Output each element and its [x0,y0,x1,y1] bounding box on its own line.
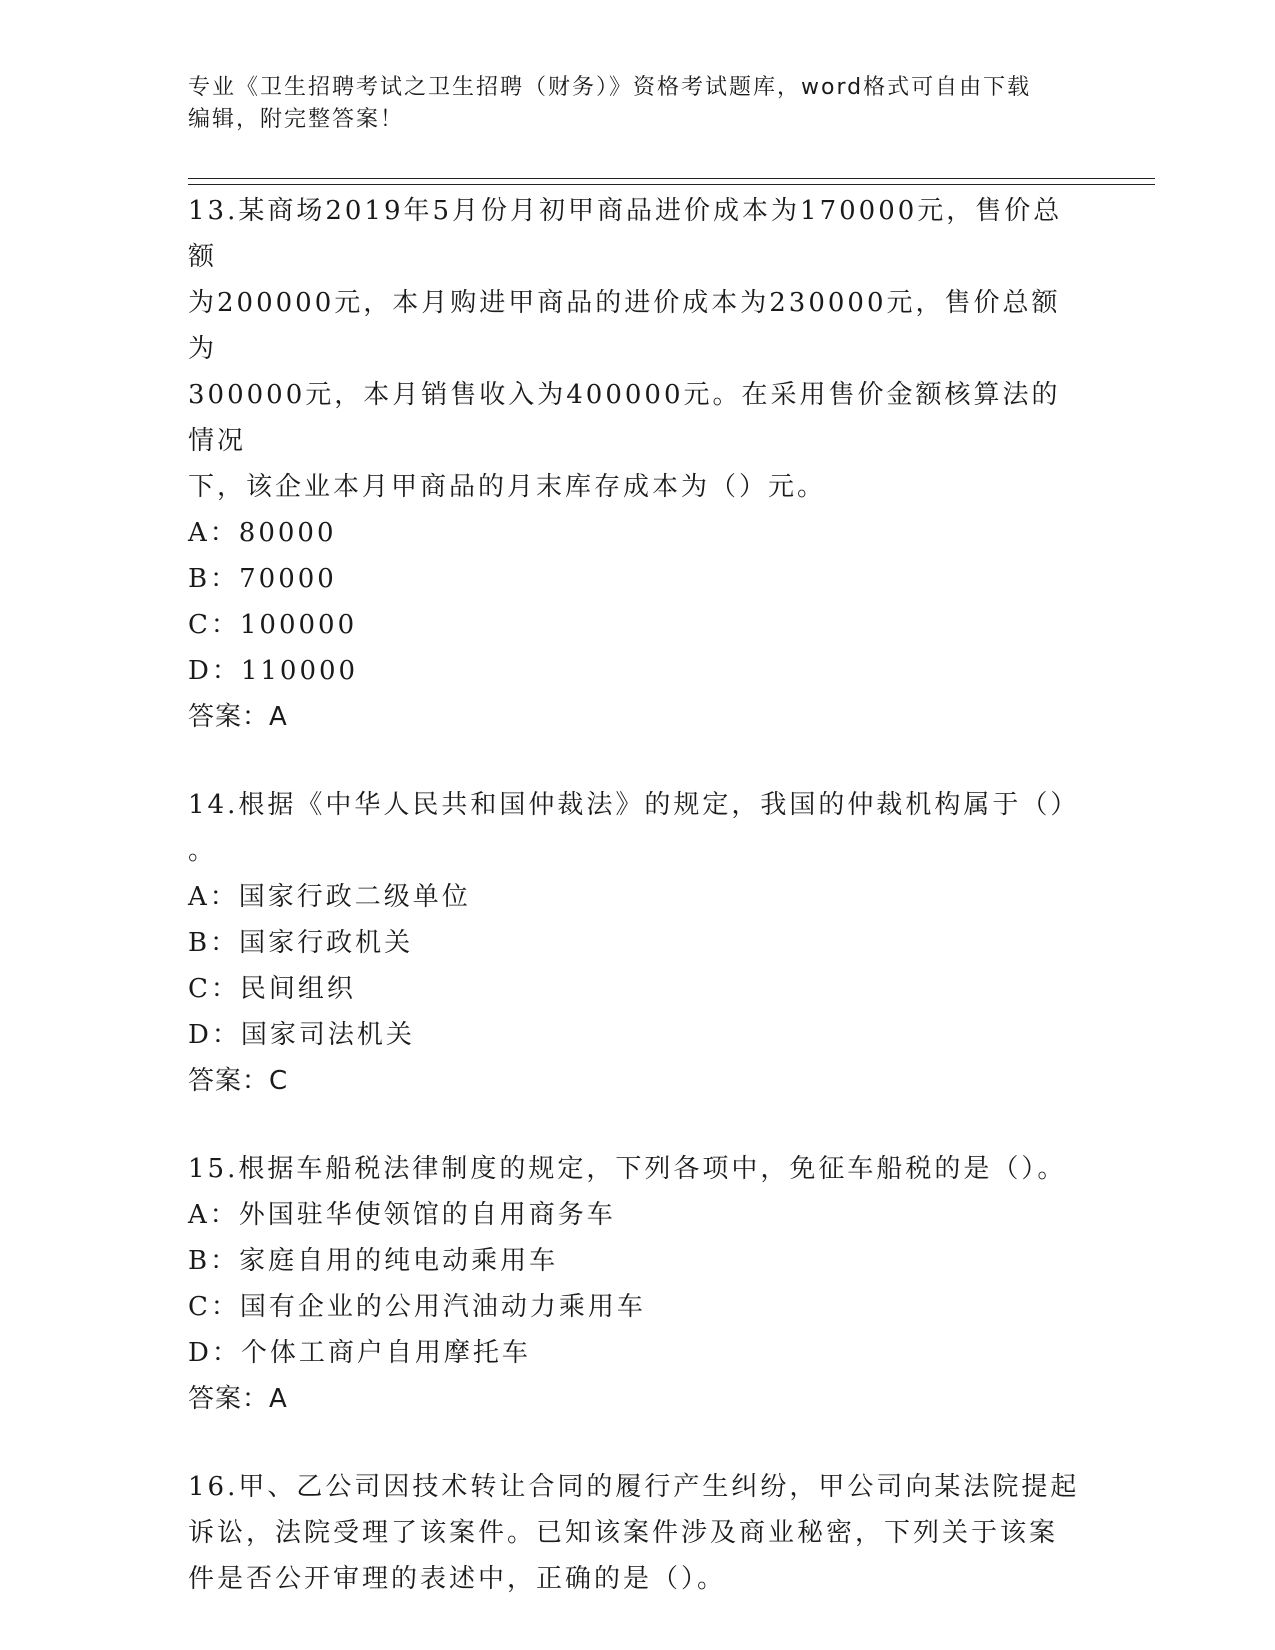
question-16-line-2: 诉讼，法院受理了该案件。已知该案件涉及商业秘密，下列关于该案 [188,1518,1059,1548]
question-15 [188,1146,1088,1422]
spacer [188,1104,1088,1146]
question-14-option-a: A：国家行政二级单位 [188,882,471,912]
spacer [188,1422,1088,1464]
question-13-option-a: A：80000 [188,518,337,548]
spacer [188,740,1088,782]
question-16-line-3: 件是否公开审理的表述中，正确的是（）。 [188,1564,727,1594]
question-13-answer: 答案：A [188,702,288,732]
question-13-option-b: B：70000 [188,564,337,594]
question-15-option-a: A：外国驻华使领馆的自用商务车 [188,1200,616,1230]
question-13-line-1: 13.某商场2019年5月份月初甲商品进价成本为170000元，售价总额 [188,196,1063,272]
question-15-answer: 答案：A [188,1384,288,1414]
question-16-line-1: 16.甲、乙公司因技术转让合同的履行产生纠纷，甲公司向某法院提起 [188,1472,1080,1502]
question-14-option-d: D：国家司法机关 [188,1020,415,1050]
question-15-option-c: C：国有企业的公用汽油动力乘用车 [188,1292,646,1322]
question-13-line-2: 为200000元，本月购进甲商品的进价成本为230000元，售价总额为 [188,288,1061,364]
question-15-option-d: D：个体工商户自用摩托车 [188,1338,531,1368]
question-13-line-3: 300000元，本月销售收入为400000元。在采用售价金额核算法的情况 [188,380,1061,456]
question-16 [188,1464,1088,1602]
header-line-2: 编辑，附完整答案！ [188,107,405,132]
question-13-line-4: 下，该企业本月甲商品的月末库存成本为（）元。 [188,472,827,502]
question-list [188,188,1088,1602]
question-14-line-2: 。 [188,836,218,866]
question-13 [188,188,1088,740]
question-15-option-b: B：家庭自用的纯电动乘用车 [188,1246,559,1276]
header-divider-bottom [188,184,1155,185]
document-header [188,72,1088,136]
header-divider-top [188,178,1155,179]
question-13-option-d: D：110000 [188,656,359,686]
question-14 [188,782,1088,1104]
header-line-1: 专业《卫生招聘考试之卫生招聘（财务）》资格考试题库，word格式可自由下载 [188,75,1032,100]
question-14-answer: 答案：C [188,1066,289,1096]
question-13-option-c: C：100000 [188,610,358,640]
question-14-line-1: 14.根据《中华人民共和国仲裁法》的规定，我国的仲裁机构属于（） [188,790,1080,820]
question-14-option-c: C：民间组织 [188,974,356,1004]
question-14-option-b: B：国家行政机关 [188,928,414,958]
question-15-line-1: 15.根据车船税法律制度的规定，下列各项中，免征车船税的是（）。 [188,1154,1067,1184]
